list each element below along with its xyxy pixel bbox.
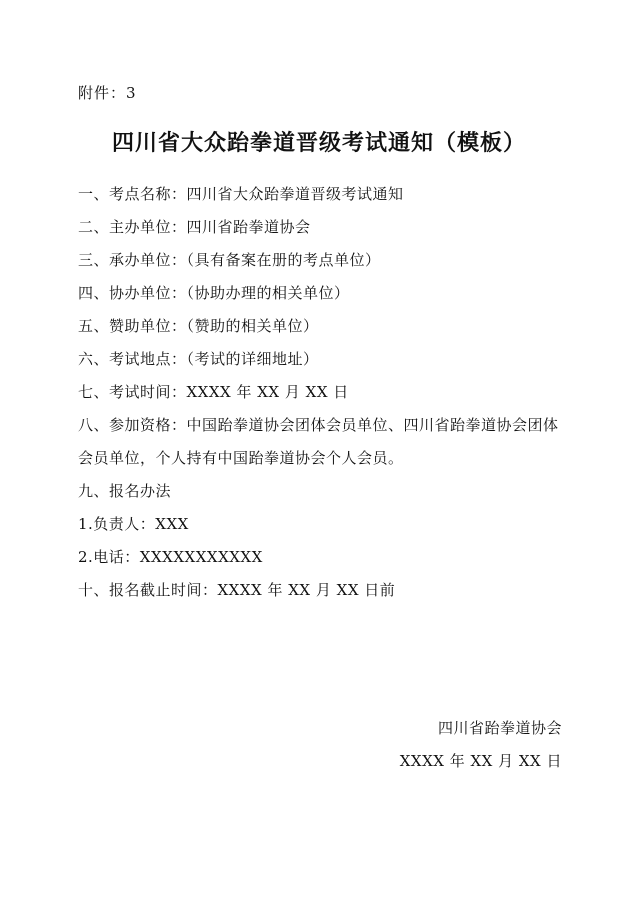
document-title: 四川省大众跆拳道晋级考试通知（模板） [111,131,526,156]
attachment-label: 附件：3 [78,84,137,102]
item-sponsor: 五、赞助单位：（赞助的相关单位） [78,317,319,335]
notice-items [78,178,568,607]
item-exam-time: 七、考试时间：XXXX 年 XX 月 XX 日 [78,383,349,401]
item-eligibility: 八、参加资格：中国跆拳道协会团体会员单位、四川省跆拳道协会团体会员单位，个人持有中国跆拳道协会个人会员。 [78,416,559,467]
item-organizer: 二、主办单位：四川省跆拳道协会 [78,218,311,236]
item-registration-method: 九、报名办法 [78,482,172,500]
item-exam-name: 一、考点名称：四川省大众跆拳道晋级考试通知 [78,185,404,203]
signature-date: XXXX 年 XX 月 XX 日 [399,752,562,770]
item-exam-location: 六、考试地点：（考试的详细地址） [78,350,319,368]
item-deadline: 十、报名截止时间：XXXX 年 XX 月 XX 日前 [78,581,396,599]
item-contact-person: 1.负责人：XXX [78,515,189,533]
item-co-organizer: 四、协办单位：（协助办理的相关单位） [78,284,350,302]
signature-organization: 四川省跆拳道协会 [437,719,562,737]
signature-block [400,712,562,778]
item-phone: 2.电话：XXXXXXXXXXX [78,548,263,566]
item-undertaker: 三、承办单位：（具有备案在册的考点单位） [78,251,381,269]
